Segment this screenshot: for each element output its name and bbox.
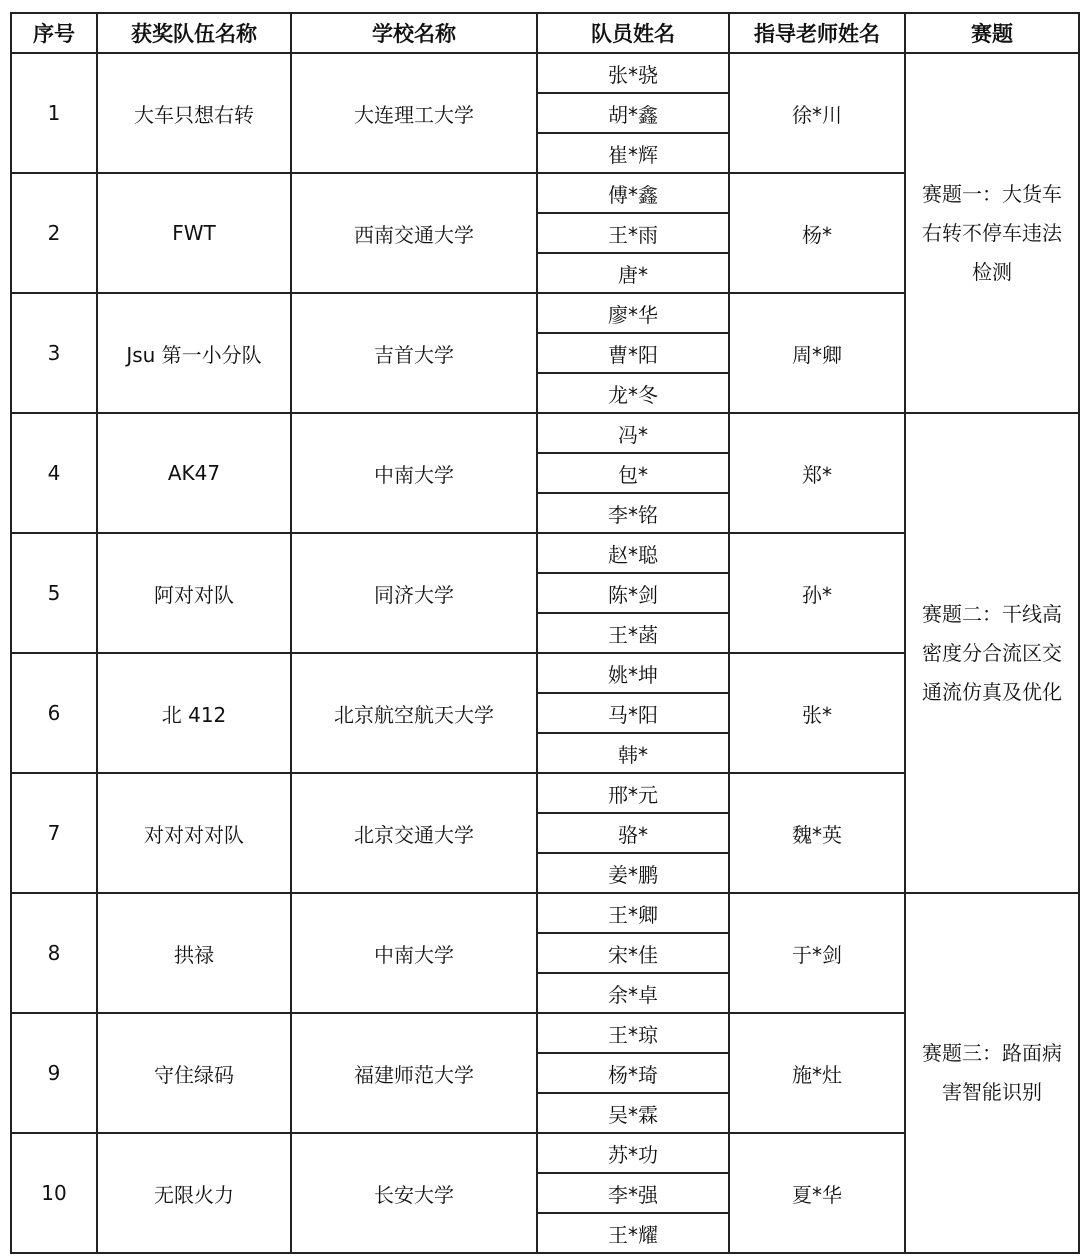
cell-member: 曹*阳 [537,333,729,373]
cell-school: 北京航空航天大学 [291,653,537,773]
cell-school: 大连理工大学 [291,53,537,173]
cell-member: 王*琼 [537,1013,729,1053]
cell-team: 守住绿码 [97,1013,291,1133]
cell-team: 阿对对队 [97,533,291,653]
cell-topic-2: 赛题二：干线高密度分合流区交通流仿真及优化 [905,413,1079,893]
cell-team: 无限火力 [97,1133,291,1253]
cell-team: FWT [97,173,291,293]
cell-school: 北京交通大学 [291,773,537,893]
cell-member: 姚*坤 [537,653,729,693]
cell-member: 马*阳 [537,693,729,733]
cell-index: 2 [11,173,97,293]
cell-member: 姜*鹏 [537,853,729,893]
cell-member: 傅*鑫 [537,173,729,213]
cell-member: 龙*冬 [537,373,729,413]
cell-team: 北 412 [97,653,291,773]
cell-member: 廖*华 [537,293,729,333]
cell-school: 福建师范大学 [291,1013,537,1133]
cell-member: 李*强 [537,1173,729,1213]
cell-advisor: 郑* [729,413,905,533]
header-advisor: 指导老师姓名 [729,13,905,53]
cell-advisor: 于*剑 [729,893,905,1013]
cell-member: 王*卿 [537,893,729,933]
header-team: 获奖队伍名称 [97,13,291,53]
cell-topic-1: 赛题一：大货车右转不停车违法检测 [905,53,1079,413]
awards-table [10,12,1080,1254]
cell-member: 苏*功 [537,1133,729,1173]
cell-advisor: 周*卿 [729,293,905,413]
cell-advisor: 魏*英 [729,773,905,893]
cell-member: 杨*琦 [537,1053,729,1093]
cell-school: 中南大学 [291,413,537,533]
cell-index: 8 [11,893,97,1013]
cell-member: 韩* [537,733,729,773]
cell-school: 吉首大学 [291,293,537,413]
cell-advisor: 夏*华 [729,1133,905,1253]
header-index: 序号 [11,13,97,53]
header-row [11,13,1079,53]
cell-member: 骆* [537,813,729,853]
cell-member: 张*骁 [537,53,729,93]
table-header [11,13,1079,53]
cell-member: 崔*辉 [537,133,729,173]
cell-member: 邢*元 [537,773,729,813]
cell-index: 10 [11,1133,97,1253]
cell-index: 9 [11,1013,97,1133]
cell-team: 拱禄 [97,893,291,1013]
cell-member: 余*卓 [537,973,729,1013]
cell-member: 王*耀 [537,1213,729,1253]
cell-index: 7 [11,773,97,893]
cell-advisor: 徐*川 [729,53,905,173]
cell-member: 宋*佳 [537,933,729,973]
cell-member: 王*菡 [537,613,729,653]
cell-index: 3 [11,293,97,413]
header-members: 队员姓名 [537,13,729,53]
cell-team: Jsu 第一小分队 [97,293,291,413]
cell-member: 李*铭 [537,493,729,533]
cell-advisor: 张* [729,653,905,773]
header-school: 学校名称 [291,13,537,53]
cell-advisor: 孙* [729,533,905,653]
cell-index: 1 [11,53,97,173]
cell-school: 中南大学 [291,893,537,1013]
cell-member: 赵*聪 [537,533,729,573]
cell-member: 吴*霖 [537,1093,729,1133]
cell-school: 西南交通大学 [291,173,537,293]
cell-member: 胡*鑫 [537,93,729,133]
cell-school: 长安大学 [291,1133,537,1253]
cell-member: 王*雨 [537,213,729,253]
table-row [11,53,1079,93]
table-row [11,413,1079,453]
cell-advisor: 杨* [729,173,905,293]
cell-member: 冯* [537,413,729,453]
cell-index: 6 [11,653,97,773]
cell-team: AK47 [97,413,291,533]
cell-school: 同济大学 [291,533,537,653]
cell-index: 5 [11,533,97,653]
cell-member: 包* [537,453,729,493]
cell-advisor: 施*灶 [729,1013,905,1133]
table-body [11,53,1079,1253]
cell-member: 唐* [537,253,729,293]
cell-team: 对对对对队 [97,773,291,893]
table-row [11,893,1079,933]
header-topic: 赛题 [905,13,1079,53]
cell-member: 陈*剑 [537,573,729,613]
cell-team: 大车只想右转 [97,53,291,173]
cell-topic-3: 赛题三：路面病害智能识别 [905,893,1079,1253]
cell-index: 4 [11,413,97,533]
